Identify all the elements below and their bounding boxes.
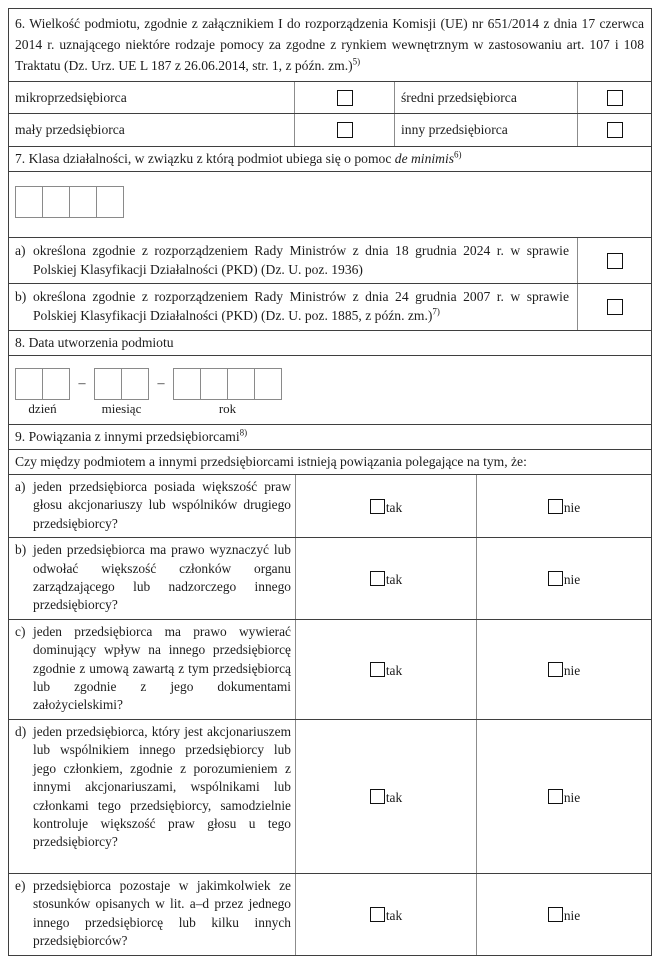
pkd-2007-checkbox[interactable]	[607, 299, 623, 315]
question-e-yes-checkbox[interactable]	[370, 907, 385, 922]
question-a-no-cell	[476, 475, 651, 537]
question-c-yes-label: tak	[385, 662, 403, 678]
pkd-code-box-4[interactable]	[96, 186, 124, 218]
pkd-2024-checkbox-cell	[577, 238, 651, 283]
month-box-2[interactable]	[121, 368, 149, 400]
small-enterprise-checkbox[interactable]	[337, 122, 353, 138]
entity-size-row-1	[9, 81, 651, 113]
pkd-2007-checkbox-cell	[577, 284, 651, 330]
question-e-yes-label: tak	[385, 907, 403, 923]
pkd-2024-text: określona zgodnie z rozporządzeniem Rady Ministrów z dnia 18 grudnia 2024 r. w sprawie Polskiej Klasyfikacji Działalności (PKD) (Dz. U. poz. 1936)	[33, 243, 569, 277]
pkd-2007-row	[9, 283, 651, 330]
de-minimis-form-table	[8, 8, 652, 956]
micro-enterprise-label: mikroprzedsiębiorca	[15, 89, 127, 105]
section9-intro: Czy między podmiotem a innymi przedsiębiorcami istnieją powiązania polegające na tym, że:	[15, 454, 527, 469]
day-box-2[interactable]	[42, 368, 70, 400]
other-enterprise-label: inny przedsiębiorca	[394, 114, 577, 146]
relation-question-e-row	[9, 873, 651, 955]
question-b: b) jeden przedsiębiorca ma prawo wyznaczyć lub odwołać większość członków organu zarządzającego lub nadzorczego innego przedsiębiorcy?	[15, 542, 291, 613]
section9-title: 9. Powiązania z innymi przedsiębiorcami	[15, 429, 240, 444]
question-b-yes-checkbox[interactable]	[370, 571, 385, 586]
question-d-no-checkbox[interactable]	[548, 789, 563, 804]
question-b-yes-cell	[295, 538, 476, 619]
year-label: rok	[218, 401, 237, 416]
question-e-no-label: nie	[563, 907, 581, 923]
relation-question-a-row	[9, 474, 651, 537]
relation-question-c-row	[9, 619, 651, 719]
question-b-yes-label: tak	[385, 572, 403, 588]
question-a-yes-cell	[295, 475, 476, 537]
day-label: dzień	[28, 401, 57, 416]
question-a-yes-checkbox[interactable]	[370, 499, 385, 514]
date-separator-2: –	[157, 376, 165, 391]
question-b-no-cell	[476, 538, 651, 619]
section9-intro-row	[9, 449, 651, 474]
question-c-no-cell	[476, 620, 651, 719]
year-box-3[interactable]	[227, 368, 255, 400]
question-d-no-cell	[476, 720, 651, 873]
pkd-2024-question	[9, 238, 577, 283]
question-e-yes-cell	[295, 874, 476, 955]
question-a-no-checkbox[interactable]	[548, 499, 563, 514]
pkd-2024-checkbox[interactable]	[607, 253, 623, 269]
question-d: d) jeden przedsiębiorca, który jest akcjonariuszem lub wspólnikiem innego przedsiębiorcy lub jego członkiem, zgodnie z porozumieniem z innymi akcjonariuszami, wspólnikami lub członkami tego przedsiębiorcy, samodzielnie kontroluje większość praw głosu u tego przedsiębiorcy?	[15, 723, 291, 850]
section9-header	[9, 424, 651, 449]
pkd-2007-question	[9, 284, 577, 330]
question-e-no-checkbox[interactable]	[548, 907, 563, 922]
question-d-yes-label: tak	[385, 789, 403, 805]
pkd-2007-letter: b)	[15, 289, 27, 304]
section8-title: 8. Data utworzenia podmiotu	[15, 335, 174, 350]
question-d-yes-checkbox[interactable]	[370, 789, 385, 804]
question-d-no-label: nie	[563, 789, 581, 805]
question-b-no-label: nie	[563, 572, 581, 588]
day-group	[15, 368, 70, 417]
entity-size-row-2	[9, 113, 651, 146]
question-e-no-cell	[476, 874, 651, 955]
month-box-1[interactable]	[94, 368, 122, 400]
day-box-1[interactable]	[15, 368, 43, 400]
question-a-yes-label: tak	[385, 499, 403, 515]
date-separator-1: –	[78, 376, 86, 391]
other-enterprise-checkbox[interactable]	[607, 122, 623, 138]
month-group	[94, 368, 149, 417]
pkd-2024-row	[9, 237, 651, 283]
pkd-code-cell	[9, 171, 651, 237]
year-group	[173, 368, 282, 417]
small-enterprise-label: mały przedsiębiorca	[15, 122, 125, 137]
question-a-no-label: nie	[563, 499, 581, 515]
question-e: e) przedsiębiorca pozostaje w jakimkolwiek ze stosunków opisanych w lit. a–d przez jednego innego przedsiębiorcę lub kilku innych przedsiębiorców?	[15, 877, 291, 949]
micro-enterprise-cell	[294, 82, 394, 113]
section7-footnote-ref: 6)	[454, 149, 462, 160]
pkd-code-boxes	[15, 186, 651, 218]
question-a: a) jeden przedsiębiorca posiada większość praw głosu akcjonariuszy lub wspólników drugiego przedsiębiorcy?	[15, 479, 291, 531]
pkd-code-box-3[interactable]	[69, 186, 97, 218]
section6-title: 6. Wielkość podmiotu, zgodnie z załącznikiem I do rozporządzenia Komisji (UE) nr 651/2014 z dnia 17 czerwca 2014 r. uznającego niektóre rodzaje pomocy za zgodne z rynkiem wewnętrznym w zastosowaniu art. 107 i 108 Traktatu (Dz. Urz. UE L 187 z 26.06.2014, str. 1, z późn. zm.)	[15, 16, 644, 73]
creation-date-cell	[9, 355, 651, 424]
question-d-yes-cell	[295, 720, 476, 873]
medium-enterprise-cell	[577, 82, 651, 113]
year-box-2[interactable]	[200, 368, 228, 400]
section6-header	[9, 9, 651, 81]
pkd-2007-text: określona zgodnie z rozporządzeniem Rady Ministrów z dnia 24 grudnia 2007 r. w sprawie Polskiej Klasyfikacji Działalności (PKD) (Dz. U. poz. 1885, z późn. zm.)$^{7)}$	[33, 289, 569, 323]
section6-footnote-ref: 5)	[352, 56, 361, 67]
month-label: miesiąc	[101, 401, 142, 416]
medium-enterprise-checkbox[interactable]	[607, 90, 623, 106]
question-c-yes-cell	[295, 620, 476, 719]
section7-title-italic: de minimis	[394, 151, 455, 166]
relation-question-d-row	[9, 719, 651, 873]
section9-footnote-ref: 8)	[239, 427, 248, 438]
question-c-no-label: nie	[563, 662, 581, 678]
question-c-yes-checkbox[interactable]	[370, 662, 385, 677]
other-enterprise-cell	[577, 114, 651, 146]
section8-header	[9, 330, 651, 355]
pkd-code-box-2[interactable]	[42, 186, 70, 218]
relation-question-b-row	[9, 537, 651, 619]
section7-header	[9, 146, 651, 171]
micro-enterprise-checkbox[interactable]	[337, 90, 353, 106]
question-c-no-checkbox[interactable]	[548, 662, 563, 677]
creation-date-inputs	[15, 368, 651, 417]
year-box-1[interactable]	[173, 368, 201, 400]
small-enterprise-cell	[294, 114, 394, 146]
pkd-2024-letter: a)	[15, 243, 26, 258]
medium-enterprise-label: średni przedsiębiorca	[394, 82, 577, 113]
question-b-no-checkbox[interactable]	[548, 571, 563, 586]
section7-title: 7. Klasa działalności, w związku z którą podmiot ubiega się o pomoc	[15, 151, 395, 166]
year-box-4[interactable]	[254, 368, 282, 400]
pkd-code-box-1[interactable]	[15, 186, 43, 218]
question-c: c) jeden przedsiębiorca ma prawo wywierać dominujący wpływ na innego przedsiębiorcę zgodnie z umową zawartą z tym przedsiębiorcą lub zgodnie z jego dokumentami założycielskimi?	[15, 623, 291, 713]
